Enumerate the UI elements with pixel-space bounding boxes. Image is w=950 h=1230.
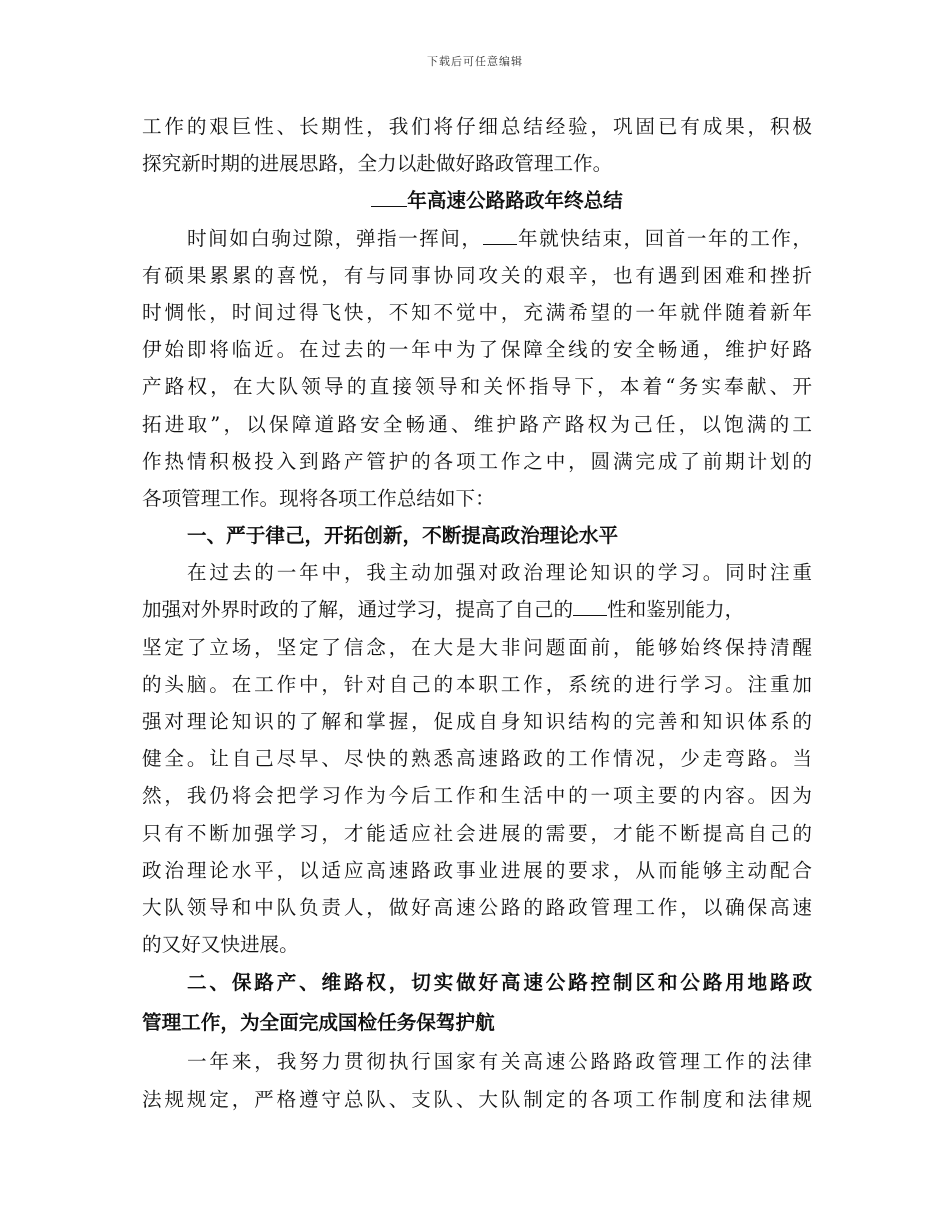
paragraph-line: 然，我仍将会把学习作为今后工作和生活中的一项主要的内容。因为 [142,784,812,808]
paragraph-line: 的头脑。在工作中，针对自己的本职工作，系统的进行学习。注重加 [142,672,812,696]
paragraph-line: 一年来，我努力贯彻执行国家有关高速公路路政管理工作的法律 [187,1050,812,1074]
paragraph-line: 作热情积极投入到路产管护的各项工作之中，圆满完成了前期计划的 [142,449,812,473]
paragraph-line: 拓进取”，以保障道路安全畅通、维护路产路权为己任，以饱满的工 [142,412,812,436]
section-heading: 一、严于律己，开拓创新，不断提高政治理论水平 [187,524,619,548]
paragraph-line: 政治理论水平，以适应高速路政事业进展的要求，从而能够主动配合 [142,858,812,882]
paragraph-line: 的又好又快进展。 [142,933,299,957]
paragraph-line: 健全。让自己尽早、尽快的熟悉高速路政的工作情况，少走弯路。当 [142,747,812,771]
paragraph-line: 产路权，在大队领导的直接领导和关怀指导下，本着“务实奉献、开 [142,375,812,399]
paragraph-line: 时间如白驹过隙，弹指一挥间， 年就快结束，回首一年的工作， [187,226,812,250]
paragraph-line: 有硕果累累的喜悦，有与同事协同攻关的艰辛，也有遇到困难和挫折 [142,263,812,287]
paragraph-line: 强对理论知识的了解和掌握，促成自身知识结构的完善和知识体系的 [142,710,812,733]
paragraph-line: 只有不断加强学习，才能适应社会进展的需要，才能不断提高自己的 [142,821,812,845]
paragraph-line: 工作的艰巨性、长期性，我们将仔细总结经验，巩固已有成果，积极 [142,115,812,138]
paragraph-line: 大队领导和中队负责人，做好高速公路的路政管理工作，以确保高速 [142,895,812,919]
section-heading: 管理工作，为全面完成国检任务保驾护航 [142,1011,495,1035]
paragraph-line: 法规规定，严格遵守总队、支队、大队制定的各项工作制度和法律规 [142,1087,812,1111]
blank-underline [573,614,607,616]
paragraph-line: 各项管理工作。现将各项工作总结如下： [142,486,495,510]
paragraph-line: 时惆怅，时间过得飞快，不知不觉中，充满希望的一年就伴随着新年 [142,300,812,324]
document-body [142,108,812,1118]
paragraph-line: 探究新时期的进展思路，全力以赴做好路政管理工作。 [142,152,613,176]
blank-underline [371,205,407,207]
document-title: 年高速公路路政年终总结 [142,182,812,219]
paragraph-line: 在过去的一年中，我主动加强对政治理论知识的学习。同时注重 [187,561,812,585]
blank-underline [483,243,517,245]
paragraph-line: 坚定了立场，坚定了信念，在大是大非问题面前，能够始终保持清醒 [142,635,812,659]
paragraph-line: 伊始即将临近。在过去的一年中为了保障全线的安全畅通，维护好路 [142,338,812,362]
paragraph-line: 加强对外界时政的了解，通过学习，提高了自己的 性和鉴别能力， [142,598,745,622]
page-header: 下载后可任意编辑 [427,55,523,68]
section-heading: 二、保路产、维路权，切实做好高速公路控制区和公路用地路政 [187,971,812,995]
